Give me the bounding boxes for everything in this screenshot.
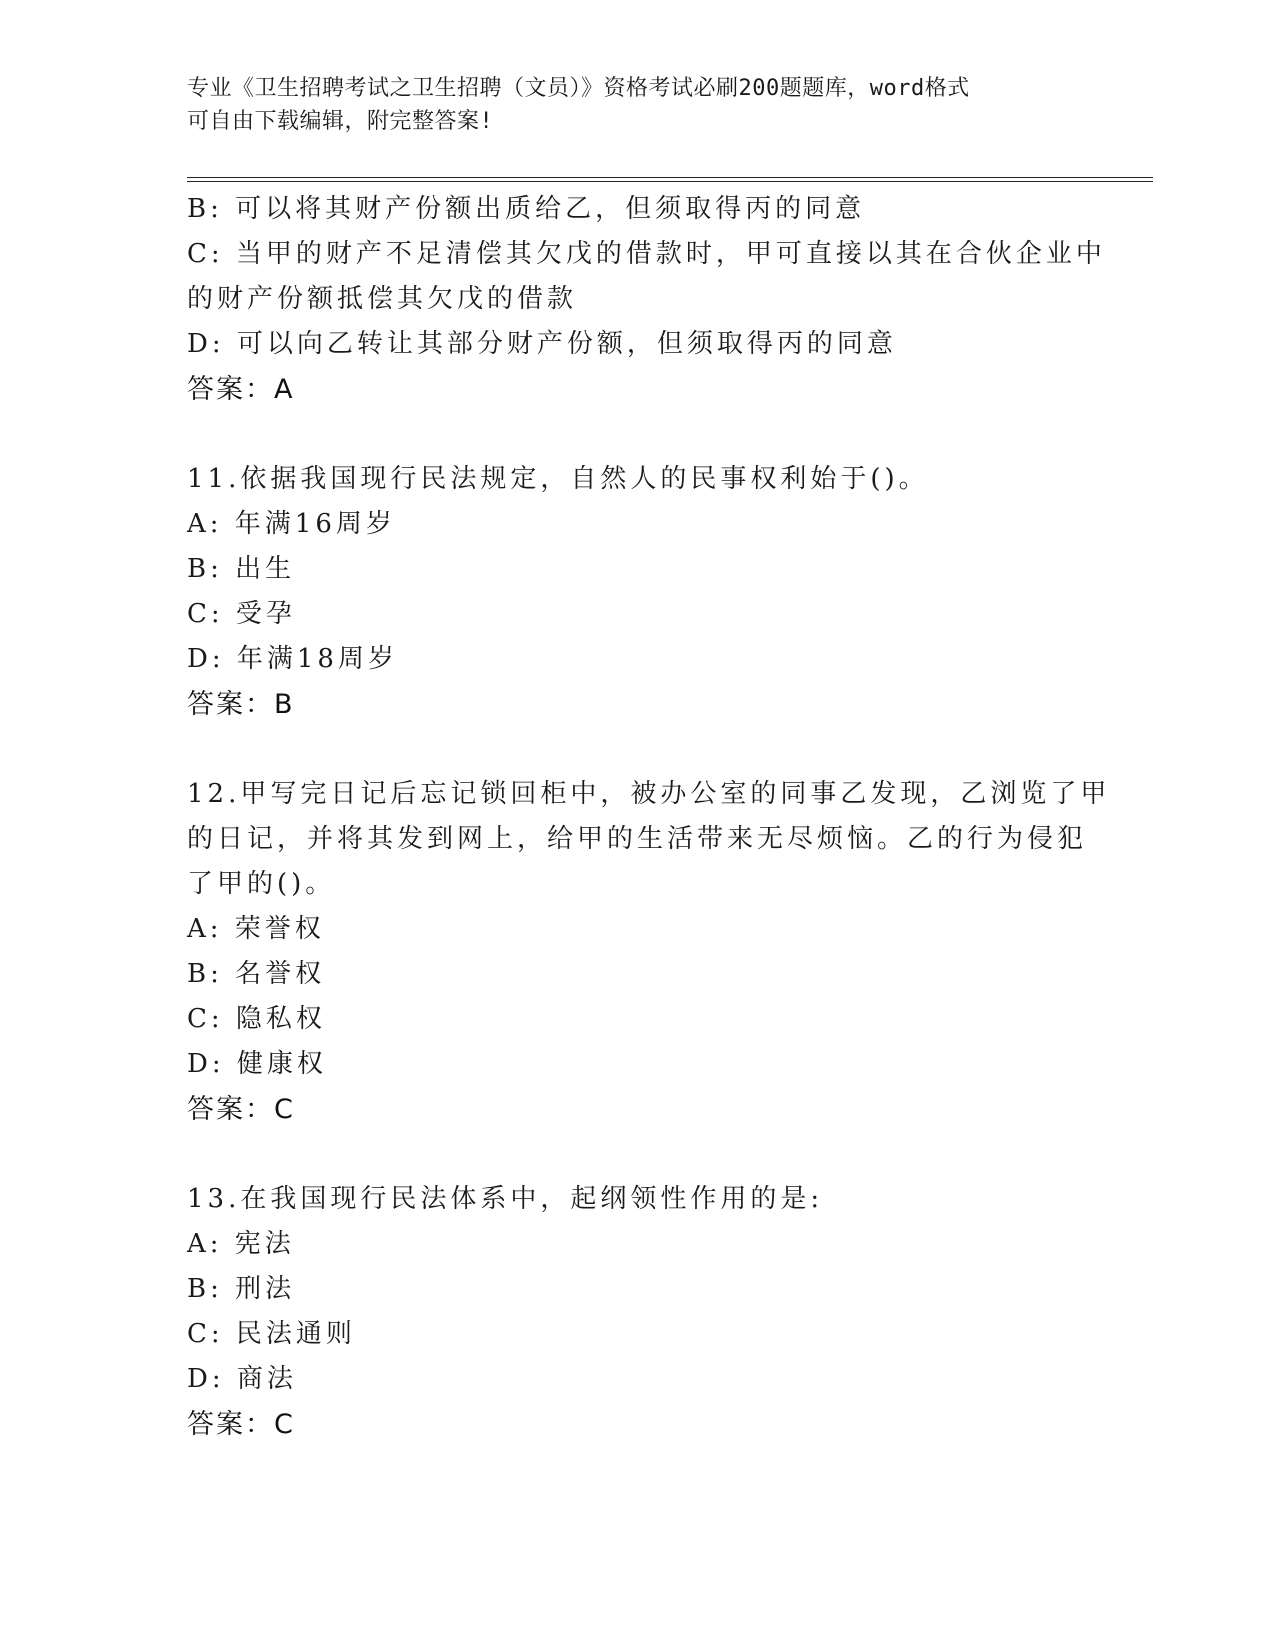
option-c: C: 受孕 — [187, 599, 296, 629]
option-c-line-2: 的财产份额抵偿其欠戊的借款 — [187, 284, 578, 314]
question-10-continued — [187, 187, 1106, 412]
header-divider-top — [187, 177, 1153, 178]
answer: 答案：B — [187, 689, 295, 720]
question-stem: 11.依据我国现行民法规定，自然人的民事权利始于()。 — [187, 464, 929, 494]
option-c: C: 民法通则 — [187, 1319, 356, 1349]
option-a: A: 年满16周岁 — [187, 509, 396, 539]
answer: 答案：C — [187, 1094, 295, 1125]
answer: 答案：C — [187, 1409, 295, 1440]
option-b: B: 出生 — [187, 554, 296, 584]
option-a: A: 宪法 — [187, 1229, 295, 1259]
header-divider-bottom — [187, 181, 1153, 182]
option-c: C: 隐私权 — [187, 1004, 326, 1034]
question-stem-line-3: 了甲的()。 — [187, 869, 336, 899]
question-11 — [187, 457, 1087, 727]
option-c-line-1: C: 当甲的财产不足清偿其欠戊的借款时，甲可直接以其在合伙企业中 — [187, 239, 1106, 269]
option-d: D: 健康权 — [187, 1049, 327, 1079]
option-a: A: 荣誉权 — [187, 914, 325, 944]
option-d: D: 年满18周岁 — [187, 644, 398, 674]
option-b: B: 名誉权 — [187, 959, 326, 989]
question-stem: 13.在我国现行民法体系中，起纲领性作用的是: — [187, 1184, 824, 1214]
answer: 答案：A — [187, 374, 295, 405]
header-subtitle-line: 可自由下载编辑，附完整答案! — [187, 109, 494, 134]
option-b: B: 可以将其财产份额出质给乙，但须取得丙的同意 — [187, 194, 866, 224]
option-d: D: 可以向乙转让其部分财产份额，但须取得丙的同意 — [187, 329, 897, 359]
option-d: D: 商法 — [187, 1364, 297, 1394]
question-12 — [187, 772, 1111, 1132]
question-list — [187, 187, 1111, 1447]
header-title-line: 专业《卫生招聘考试之卫生招聘（文员）》资格考试必刷200题题库，word格式 — [187, 76, 970, 101]
option-b: B: 刑法 — [187, 1274, 296, 1304]
question-stem-line-2: 的日记，并将其发到网上，给甲的生活带来无尽烦恼。乙的行为侵犯 — [187, 824, 1088, 854]
document-header — [187, 72, 1067, 138]
question-stem-line-1: 12.甲写完日记后忘记锁回柜中，被办公室的同事乙发现，乙浏览了甲 — [187, 779, 1111, 809]
question-13 — [187, 1177, 1087, 1447]
